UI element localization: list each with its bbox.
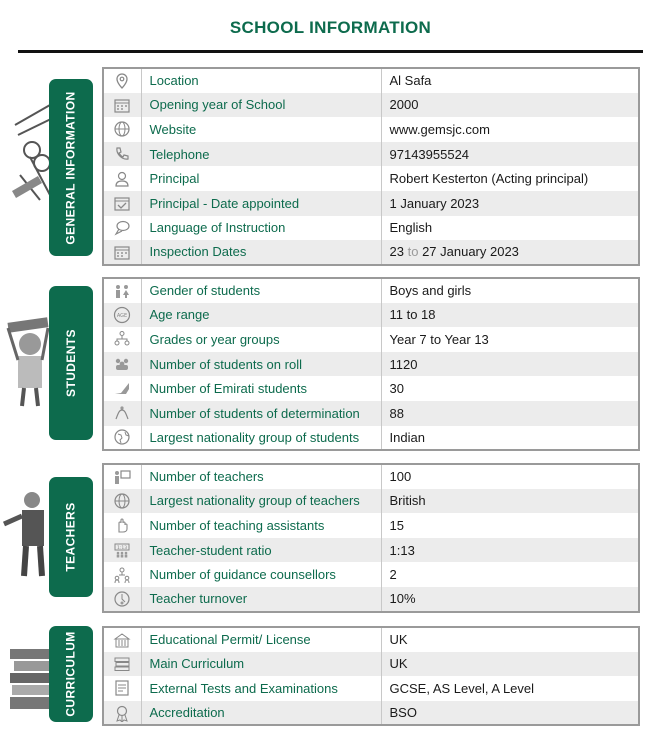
- table-row: [103, 303, 639, 328]
- svg-text:AGE: AGE: [117, 312, 128, 319]
- section-label-curriculum: CURRICULUM: [49, 626, 93, 722]
- hierarchy-icon: [113, 330, 131, 348]
- page-title: SCHOOL INFORMATION: [229, 18, 432, 37]
- row-value: Year 7 to Year 13: [389, 331, 489, 347]
- table-row: [103, 93, 639, 118]
- section-label-teachers: TEACHERS: [49, 477, 93, 597]
- row-label: Accreditation: [141, 701, 381, 726]
- teacher-illustration: [0, 490, 52, 580]
- row-value: 1 January 2023: [381, 191, 639, 216]
- table-row: [103, 513, 639, 538]
- table-row: [103, 426, 639, 451]
- row-value: 10%: [381, 587, 639, 612]
- row-value: www.gemsjc.com: [389, 121, 490, 137]
- row-value: English: [389, 220, 433, 236]
- row-label: Principal: [141, 166, 381, 191]
- table-row: [103, 142, 639, 167]
- title-divider: [18, 50, 643, 53]
- row-label: Inspection Dates: [141, 240, 381, 265]
- row-value: GCSE, AS Level, A Level: [389, 680, 535, 696]
- row-value: 23 to 27 January 2023: [381, 240, 639, 265]
- row-label: Language of Instruction: [141, 216, 381, 241]
- table-row: [103, 191, 639, 216]
- row-label: Principal - Date appointed: [141, 191, 381, 216]
- turnover-icon: [113, 590, 131, 608]
- row-label: Number of guidance counsellors: [141, 562, 381, 587]
- row-label: Largest nationality group of students: [141, 426, 381, 451]
- table-row: [103, 701, 639, 726]
- general-info-table: [102, 67, 640, 266]
- phone-icon: [113, 145, 131, 163]
- uae-map-icon: [113, 380, 131, 398]
- speech-bubble-icon: [113, 219, 131, 237]
- row-value: 1:13: [381, 538, 639, 563]
- teacher-board-icon: [113, 468, 131, 486]
- section-label-general: GENERAL INFORMATION: [49, 79, 93, 256]
- counsellor-icon: [113, 566, 131, 584]
- row-value: Indian: [389, 429, 425, 445]
- row-value: 2000: [381, 93, 639, 118]
- row-value: 11 to 18: [381, 303, 639, 328]
- raised-hand-icon: [113, 516, 131, 534]
- calendar-check-icon: [113, 194, 131, 212]
- row-value: 15: [389, 517, 404, 533]
- row-value: 100: [389, 469, 412, 485]
- ratio-icon: [113, 541, 131, 559]
- row-value: UK: [381, 652, 639, 677]
- table-row: [103, 652, 639, 677]
- row-label: Main Curriculum: [141, 652, 381, 677]
- row-value: 97143955524: [381, 142, 639, 167]
- table-row: [103, 538, 639, 563]
- world-icon: [113, 428, 131, 446]
- row-label: Educational Permit/ License: [141, 627, 381, 652]
- table-row: [103, 68, 639, 93]
- row-label: External Tests and Examinations: [141, 676, 381, 701]
- row-label: Number of students on roll: [141, 352, 381, 377]
- curriculum-table: [102, 626, 640, 726]
- age-icon: [113, 306, 131, 324]
- row-value: 88: [381, 401, 639, 426]
- section-label-students: STUDENTS: [49, 286, 93, 440]
- row-label: Grades or year groups: [141, 327, 381, 352]
- row-label: Number of teachers: [141, 464, 381, 489]
- row-label: Number of students of determination: [141, 401, 381, 426]
- table-row: [103, 676, 639, 701]
- award-icon: [113, 704, 131, 722]
- row-value: BSO: [381, 701, 639, 726]
- location-pin-icon: [113, 72, 131, 90]
- student-illustration: [4, 318, 52, 408]
- row-value: 1120: [381, 352, 639, 377]
- table-row: [103, 327, 639, 352]
- calendar-icon: [113, 96, 131, 114]
- row-label: Telephone: [141, 142, 381, 167]
- table-row: [103, 587, 639, 612]
- table-row: [103, 376, 639, 401]
- table-row: [103, 352, 639, 377]
- row-value: British: [381, 489, 639, 514]
- students-table: [102, 277, 640, 451]
- books-icon: [113, 655, 131, 673]
- exam-sheet-icon: [113, 679, 131, 697]
- hands-icon: [113, 404, 131, 422]
- row-value: UK: [389, 632, 408, 648]
- row-label: Teacher-student ratio: [141, 538, 381, 563]
- row-label: Largest nationality group of teachers: [141, 489, 381, 514]
- row-label: Age range: [141, 303, 381, 328]
- row-label: Location: [141, 68, 381, 93]
- table-row: [103, 166, 639, 191]
- table-row: [103, 278, 639, 303]
- row-value: Al Safa: [389, 73, 432, 89]
- table-row: [103, 562, 639, 587]
- teachers-table: [102, 463, 640, 613]
- table-row: [103, 627, 639, 652]
- globe-icon: [113, 120, 131, 138]
- gender-icon: [113, 282, 131, 300]
- row-label: Opening year of School: [141, 93, 381, 118]
- table-row: [103, 464, 639, 489]
- row-value: Boys and girls: [389, 283, 472, 299]
- table-row: [103, 489, 639, 514]
- row-label: Number of Emirati students: [141, 376, 381, 401]
- row-label: Teacher turnover: [141, 587, 381, 612]
- table-row: [103, 240, 639, 265]
- row-label: Number of teaching assistants: [141, 513, 381, 538]
- row-label: Website: [141, 117, 381, 142]
- table-row: [103, 117, 639, 142]
- row-value: 2: [389, 567, 397, 583]
- svg-text:1:13: 1:13: [117, 546, 128, 552]
- table-row: [103, 401, 639, 426]
- row-value: Robert Kesterton (Acting principal): [389, 171, 589, 187]
- person-icon: [113, 170, 131, 188]
- row-label: Gender of students: [141, 278, 381, 303]
- globe-icon: [113, 492, 131, 510]
- books-illustration: [8, 645, 54, 715]
- row-value: 30: [389, 381, 404, 397]
- building-icon: [113, 631, 131, 649]
- group-icon: [113, 355, 131, 373]
- table-row: [103, 216, 639, 241]
- calendar-icon: [113, 243, 131, 261]
